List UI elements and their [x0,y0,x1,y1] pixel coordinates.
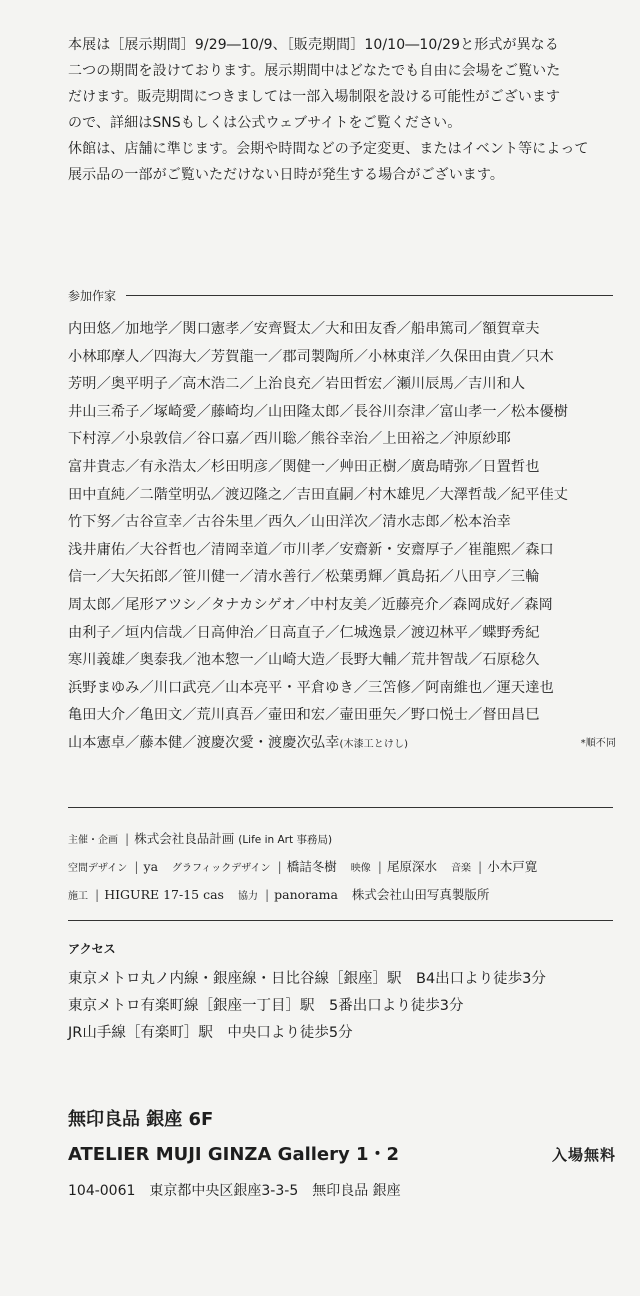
artist-line: 小林耶摩人／四海大／芳賀龍一／郡司製陶所／小林東洋／久保田由貴／只木 [68,348,554,365]
construction-label: 施工 [68,891,88,902]
admission-badge: 入場無料 [551,1146,616,1164]
artist-list [68,316,616,759]
artist-line: 芳明／奥平明子／高木浩二／上治良充／岩田哲宏／瀬川辰馬／吉川和人 [68,376,526,393]
music-label: 音楽 [450,863,471,874]
intro-line: ので、詳細はSNSもしくは公式ウェブサイトをご覧ください。 [68,115,462,131]
intro-line: 展示品の一部がご覧いただけない日時が発生する場合がございます。 [68,167,504,183]
space-design-value: ya [143,859,159,874]
artist-line-last-text [68,730,408,759]
organizer-label: 主催・企画 [68,835,118,846]
intro-line: 休館は、店舗に準じます。会期や時間などの予定変更、またはイベント等によって [68,141,589,157]
graphic-design-label: グラフィックデザイン [172,863,271,874]
organizer-sub: (Life in Art 事務局) [238,834,333,846]
artist-line: 周太郎／尾形アツシ／タナカシゲオ／中村友美／近藤亮介／森岡成好／森岡 [68,596,553,613]
venue-address: 104-0061 東京都中央区銀座3-3-5 無印良品 銀座 [68,1183,401,1199]
cooperation-value-2: 株式会社山田写真製版所 [351,887,490,902]
credit-row-design: 空間デザイン | ya グラフィックデザイン | 橋詰冬樹 映像 | 尾原深水 音楽 | 小木戸寛 [68,859,538,874]
artist-line: 浅井庸佑／大谷哲也／清岡幸道／市川孝／安齋新・安齋厚子／崔龍熙／森口 [68,541,554,558]
intro-text [68,32,618,188]
intro-line: 二つの期間を設けております。展示期間中はどなたでも自由に会場をご覧いた [68,63,561,79]
artist-line: 信一／大矢拓郎／笹川健一／清水善行／松葉勇輝／眞島拓／八田亨／三輪 [68,569,540,586]
intro-line: だけます。販売期間につきましては一部入場制限を設ける可能性がございます [68,89,561,105]
artist-line: 浜野まゆみ／川口武亮／山本亮平・平倉ゆき／三笘修／阿南維也／運天達也 [68,679,554,696]
venue-info [68,1105,616,1204]
artist-line: 下村淳／小泉敦信／谷口嘉／西川聡／熊谷幸治／上田裕之／沖原紗耶 [68,431,511,448]
video-value: 尾原深水 [386,859,437,874]
access-title: アクセス [68,942,116,956]
artist-line: 内田悠／加地学／関口憲孝／安齊賢太／大和田友香／船串篤司／額賀章夫 [68,321,540,337]
artist-line: 田中直純／二階堂明弘／渡辺隆之／吉田直嗣／村木雄児／大澤哲哉／紀平佳丈 [68,486,569,503]
construction-value: HIGURE 17-15 cas [104,887,224,902]
access-line: 東京メトロ丸ノ内線・銀座線・日比谷線［銀座］駅 B4出口より徒歩3分 [68,971,546,987]
venue-name-jp: 無印良品 銀座 6F [68,1109,214,1130]
music-value: 小木戸寛 [487,859,538,874]
artist-line: 井山三希子／塚崎愛／藤崎均／山田隆太郎／長谷川奈津／富山孝一／松本優樹 [68,403,569,420]
video-label: 映像 [350,863,371,874]
heading-rule [126,295,613,296]
access-line: 東京メトロ有楽町線［銀座一丁目］駅 5番出口より徒歩3分 [68,998,464,1014]
divider [68,920,613,921]
artist-line: 亀田大介／亀田文／荒川真吾／壷田和宏／壷田亜矢／野口悦士／督田昌巳 [68,707,540,724]
access-info [68,966,618,1047]
cooperation-label: 協力 [237,891,258,902]
venue-name-row [68,1140,616,1170]
credit-row-organizer: 主催・企画 | 株式会社良品計画 (Life in Art 事務局) [68,831,333,846]
order-note: *順不同 [580,737,616,749]
artist-line: 富井貴志／有永浩太／杉田明彦／関健一／艸田正樹／廣島晴弥／日置哲也 [68,458,540,475]
artists-heading [68,287,613,304]
space-design-label: 空間デザイン [68,863,128,874]
credits [68,826,618,910]
credit-row-construction: 施工 | HIGURE 17-15 cas 協力 | panorama 株式会社山田写真製版所 [68,887,490,902]
artist-line-last [68,730,616,759]
artist-line: 寒川義雄／奥泰我／池本惣一／山崎大造／長野大輔／荒井智哉／石原稔久 [68,652,540,669]
access-line: JR山手線［有楽町］駅 中央口より徒歩5分 [68,1025,353,1041]
cooperation-value: panorama [274,887,338,902]
intro-line: 本展は［展示期間］9/29―10/9、［販売期間］10/10―10/29と形式が異なる [68,37,559,53]
artist-line: 竹下努／古谷宣幸／古谷朱里／西久／山田洋次／清水志郎／松本治幸 [68,514,511,531]
organizer-value: 株式会社良品計画 [134,831,235,846]
artist-craft-note: (木漆工とけし) [339,738,409,750]
venue-name-en: ATELIER MUJI GINZA Gallery 1・2 [68,1144,400,1165]
artist-names: 山本憲卓／藤本健／渡慶次愛・渡慶次弘幸 [68,734,340,751]
divider [68,807,613,808]
artists-heading-label: 参加作家 [68,289,117,303]
graphic-design-value: 橋詰冬樹 [286,859,337,874]
artist-line: 由利子／垣内信哉／日高伸治／日高直子／仁城逸景／渡辺林平／蝶野秀紀 [68,624,540,641]
